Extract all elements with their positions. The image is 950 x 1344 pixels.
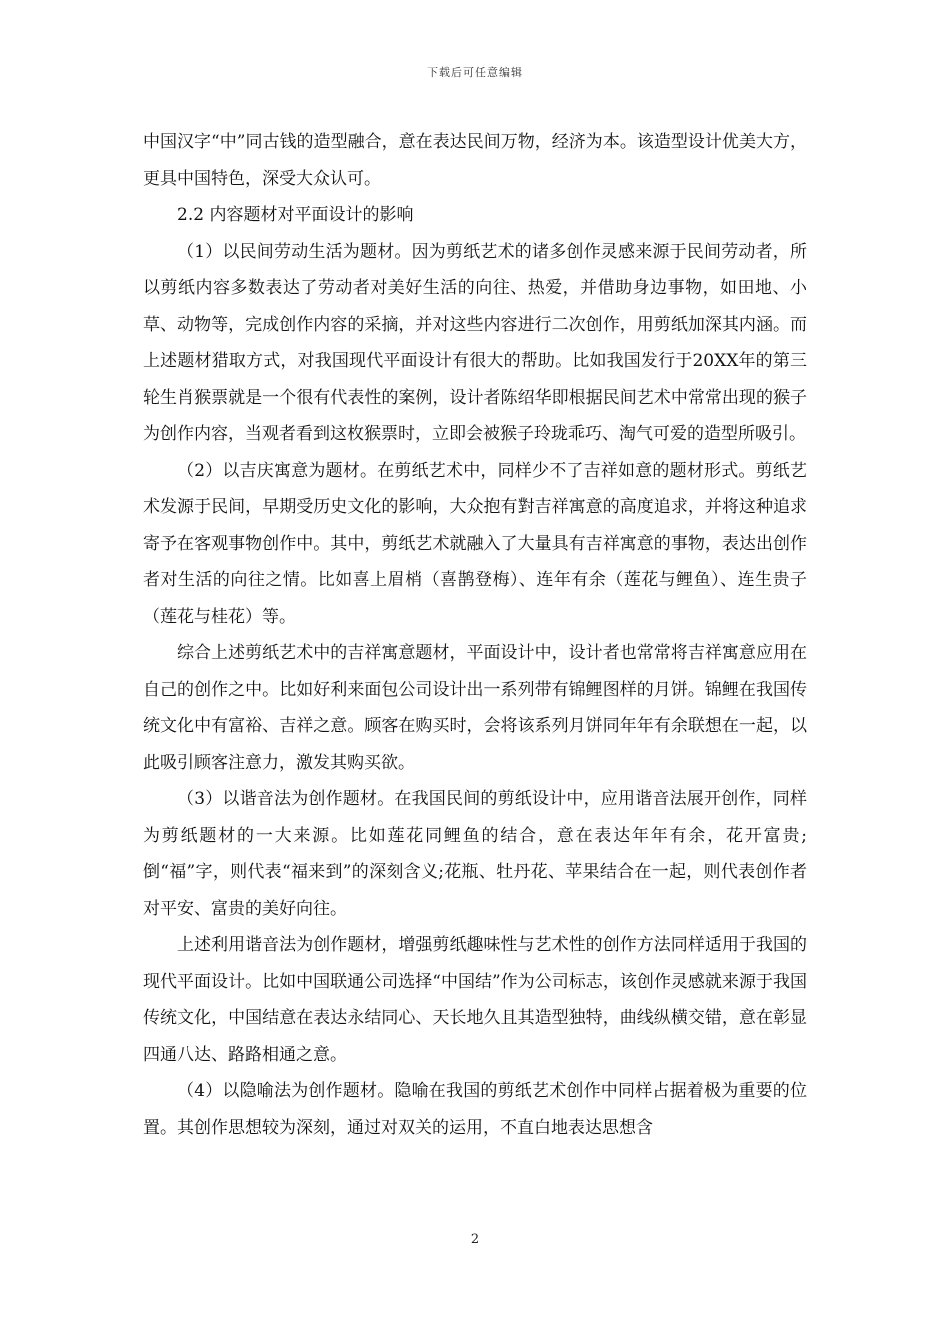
paragraph-metaphor: （4）以隐喻法为创作题材。隐喻在我国的剪纸艺术创作中同样占据着极为重要的位置。其创作思想较为深刻，通过对双关的运用，不直白地表达思想含: [143, 1081, 807, 1138]
page-header: 下载后可任意编辑: [427, 66, 523, 79]
page-number: 2: [470, 1232, 480, 1247]
paragraph-auspicious: （2）以吉庆寓意为题材。在剪纸艺术中，同样少不了吉祥如意的题材形式。剪纸艺术发源于民间，早期受历史文化的影响，大众抱有對吉祥寓意的高度追求，并将这种追求寄予在客观事物创作中。其中，剪纸艺术就融入了大量具有吉祥寓意的事物，表达出创作者对生活的向往之情。比如喜上眉梢（喜鹊登梅）、连年有余（莲花与鲤鱼）、连生贵子（莲花与桂花）等。: [143, 460, 807, 627]
paragraph-folk-labor: （1）以民间劳动生活为题材。因为剪纸艺术的诸多创作灵感来源于民间劳动者，所以剪纸内容多数表达了劳动者对美好生活的向往、热爱，并借助身边事物，如田地、小草、动物等，完成创作内容的采摘，并对这些内容进行二次创作，用剪纸加深其内涵。而上述题材猎取方式，对我国现代平面设计有很大的帮助。比如我国发行于20XX年的第三轮生肖猴票就是一个很有代表性的案例，设计者陈绍华即根据民间艺术中常常出现的猴子为创作内容，当观者看到这枚猴票时，立即会被猴子玲珑乖巧、淘气可爱的造型所吸引。: [143, 241, 807, 444]
paragraph-homophone: （3）以谐音法为创作题材。在我国民间的剪纸设计中，应用谐音法展开创作，同样为剪纸题材的一大来源。比如莲花同鲤鱼的结合，意在表达年年有余，花开富贵;倒“福”字，则代表“福来到”的深刻含义;花瓶、牡丹花、苹果结合在一起，则代表创作者对平安、富贵的美好向往。: [143, 789, 807, 919]
paragraph-homophone-design: 上述利用谐音法为创作题材，增强剪纸趣味性与艺术性的创作方法同样适用于我国的现代平面设计。比如中国联通公司选择“中国结”作为公司标志，该创作灵感就来源于我国传统文化，中国结意在表达永结同心、天长地久且其造型独特，曲线纵横交错，意在彰显四通八达、路路相通之意。: [143, 935, 807, 1065]
section-heading: 2.2 内容题材对平面设计的影响: [177, 205, 414, 225]
document-body: [143, 124, 807, 1146]
continuation-paragraph: 中国汉字“中”同古钱的造型融合，意在表达民间万物，经济为本。该造型设计优美大方，更具中国特色，深受大众认可。: [143, 132, 807, 189]
paragraph-auspicious-design: 综合上述剪纸艺术中的吉祥寓意题材，平面设计中，设计者也常常将吉祥寓意应用在自己的创作之中。比如好利来面包公司设计出一系列带有锦鲤图样的月饼。锦鲤在我国传统文化中有富裕、吉祥之意。顾客在购买时，会将该系列月饼同年年有余联想在一起，以此吸引顾客注意力，激发其购买欲。: [143, 643, 807, 773]
